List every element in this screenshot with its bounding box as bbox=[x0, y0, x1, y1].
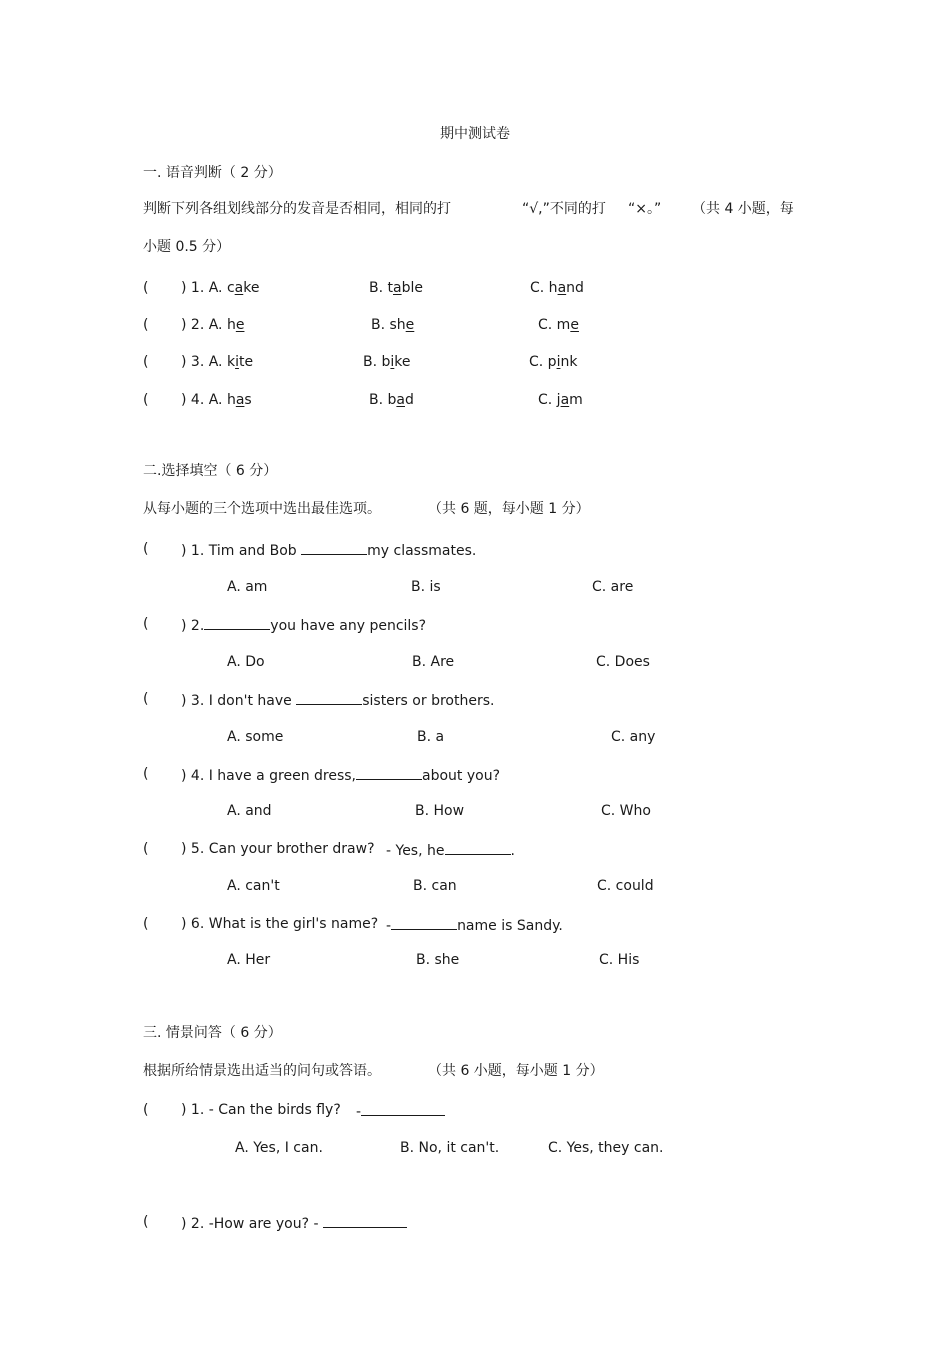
page-title: 期中测试卷 bbox=[440, 126, 510, 142]
option-b: B. bike bbox=[363, 354, 411, 370]
section1-heading: 一. 语音判断（ 2 分） bbox=[143, 165, 282, 181]
option-b: B. she bbox=[371, 317, 415, 333]
question-text: ) 3. A. kite bbox=[181, 354, 254, 370]
answer-paren: ( bbox=[143, 841, 149, 857]
question-text: ) 3. I don't have sisters or brothers. bbox=[181, 690, 494, 710]
question-text: ) 1. - Can the birds fly? bbox=[181, 1102, 341, 1118]
option-c: C. pink bbox=[529, 354, 578, 370]
option-a: A. some bbox=[227, 729, 284, 745]
section1-instruction: 判断下列各组划线部分的发音是否相同，相同的打 bbox=[143, 201, 451, 217]
section1-mark-wrong: “×。” bbox=[628, 201, 662, 217]
answer-paren: ( bbox=[143, 691, 149, 707]
section3-instruction-tail: （共 6 小题，每小题 1 分） bbox=[428, 1063, 604, 1079]
answer-paren: ( bbox=[143, 1102, 149, 1118]
option-a: A. Yes, I can. bbox=[235, 1140, 323, 1156]
question-text: ) 2. A. he bbox=[181, 317, 245, 333]
option-c: C. Yes, they can. bbox=[548, 1140, 664, 1156]
question-text: ) 1. A. cake bbox=[181, 280, 260, 296]
option-b: B. can bbox=[413, 878, 457, 894]
answer-paren: ( bbox=[143, 392, 149, 408]
section2-instruction-tail: （共 6 题，每小题 1 分） bbox=[428, 501, 590, 517]
answer-paren: ( bbox=[143, 317, 149, 333]
answer-blank bbox=[356, 765, 422, 780]
answer-blank bbox=[301, 540, 367, 555]
option-c: C. jam bbox=[538, 392, 583, 408]
option-b: B. bad bbox=[369, 392, 414, 408]
option-b: B. Are bbox=[412, 654, 455, 670]
answer-paren: ( bbox=[143, 541, 149, 557]
answer-blank bbox=[391, 915, 457, 930]
option-c: C. could bbox=[597, 878, 654, 894]
answer-text: - name is Sandy. bbox=[386, 915, 563, 935]
option-a: A. Do bbox=[227, 654, 265, 670]
section1-instruction-tail: （共 4 小题，每 bbox=[692, 201, 794, 217]
question-text: ) 4. I have a green dress, about you? bbox=[181, 765, 500, 785]
answer-paren: ( bbox=[143, 280, 149, 296]
option-c: C. Does bbox=[596, 654, 650, 670]
option-a: A. and bbox=[227, 803, 272, 819]
option-c: C. are bbox=[592, 579, 634, 595]
answer-blank bbox=[445, 840, 511, 855]
question-text: ) 2. you have any pencils? bbox=[181, 615, 426, 635]
option-b: B. table bbox=[369, 280, 423, 296]
question-text: ) 5. Can your brother draw? bbox=[181, 841, 375, 857]
option-b: B. a bbox=[417, 729, 445, 745]
section1-mark-right: “√,”不同的打 bbox=[522, 201, 606, 217]
option-b: B. No, it can't. bbox=[400, 1140, 500, 1156]
answer-text: - Yes, he . bbox=[386, 840, 515, 860]
option-c: C. His bbox=[599, 952, 640, 968]
section2-heading: 二.选择填空（ 6 分） bbox=[143, 463, 278, 479]
option-a: A. can't bbox=[227, 878, 280, 894]
section3-instruction: 根据所给情景选出适当的问句或答语。 bbox=[143, 1063, 381, 1079]
answer-paren: ( bbox=[143, 916, 149, 932]
section3-heading: 三. 情景问答（ 6 分） bbox=[143, 1025, 282, 1041]
answer-blank bbox=[204, 615, 270, 630]
answer-blank bbox=[361, 1101, 445, 1116]
option-b: B. is bbox=[411, 579, 441, 595]
answer-blank bbox=[296, 690, 362, 705]
option-c: C. Who bbox=[601, 803, 651, 819]
section2-instruction: 从每小题的三个选项中选出最佳选项。 bbox=[143, 501, 381, 517]
option-c: C. hand bbox=[530, 280, 584, 296]
answer-paren: ( bbox=[143, 1214, 149, 1230]
question-text: ) 6. What is the girl's name? bbox=[181, 916, 379, 932]
option-b: B. How bbox=[415, 803, 465, 819]
option-c: C. any bbox=[611, 729, 656, 745]
section1-instruction-line2: 小题 0.5 分） bbox=[143, 239, 231, 255]
answer-text: - bbox=[356, 1101, 445, 1121]
answer-blank bbox=[323, 1213, 407, 1228]
answer-paren: ( bbox=[143, 616, 149, 632]
option-c: C. me bbox=[538, 317, 579, 333]
question-text: ) 1. Tim and Bob my classmates. bbox=[181, 540, 476, 560]
question-text: ) 2. -How are you? - bbox=[181, 1213, 407, 1233]
answer-paren: ( bbox=[143, 766, 149, 782]
question-text: ) 4. A. has bbox=[181, 392, 252, 408]
option-a: A. Her bbox=[227, 952, 271, 968]
option-b: B. she bbox=[416, 952, 460, 968]
option-a: A. am bbox=[227, 579, 268, 595]
answer-paren: ( bbox=[143, 354, 149, 370]
